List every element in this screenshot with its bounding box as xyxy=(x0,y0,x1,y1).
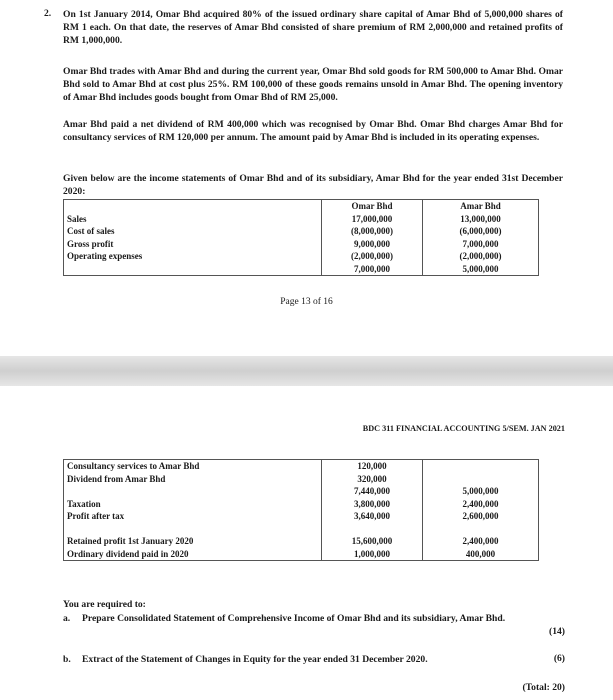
table-header-row xyxy=(64,200,539,213)
omar-value: 3,800,000 xyxy=(322,498,423,511)
question-number: 2. xyxy=(44,8,52,19)
omar-value: 17,000,000 xyxy=(322,213,423,226)
amar-value: 2,400,000 xyxy=(423,498,539,511)
table-row xyxy=(64,510,539,523)
omar-value: (2,000,000) xyxy=(322,250,423,263)
requirement-a-letter: a. xyxy=(63,613,71,624)
income-statement-table-part2 xyxy=(63,459,539,561)
table-row xyxy=(64,460,539,473)
amar-value: 13,000,000 xyxy=(423,213,539,226)
paragraph-dividend-consultancy: Amar Bhd paid a net dividend of RM 400,000 which was recognised by Omar Bhd. Omar Bhd charges Amar Bhd for consultancy services of RM 120,000 per annum. The amount paid by Amar Bhd is included in its operating expenses. xyxy=(63,119,563,143)
amar-value xyxy=(423,460,539,473)
requirement-b-marks: (6) xyxy=(553,653,565,664)
amar-value: 5,000,000 xyxy=(423,263,539,276)
table-row xyxy=(64,263,539,276)
requirement-b-letter: b. xyxy=(63,654,71,665)
omar-value: 120,000 xyxy=(322,460,423,473)
row-label: Consultancy services to Amar Bhd xyxy=(64,460,322,473)
amar-value: 2,400,000 xyxy=(423,535,539,548)
row-label: Ordinary dividend paid in 2020 xyxy=(64,548,322,561)
row-label xyxy=(64,263,322,276)
amar-value: (6,000,000) xyxy=(423,225,539,238)
row-label xyxy=(64,523,322,536)
row-label: Gross profit xyxy=(64,238,322,251)
amar-value: (2,000,000) xyxy=(423,250,539,263)
row-label: Retained profit 1st January 2020 xyxy=(64,535,322,548)
omar-value: 320,000 xyxy=(322,473,423,486)
row-label: Profit after tax xyxy=(64,510,322,523)
omar-value: 7,000,000 xyxy=(322,263,423,276)
omar-value: (8,000,000) xyxy=(322,225,423,238)
omar-value: 3,640,000 xyxy=(322,510,423,523)
table-row xyxy=(64,535,539,548)
paragraph-intragroup-trade: Omar Bhd trades with Amar Bhd and during the current year, Omar Bhd sold goods for RM 500,000 to Amar Bhd. Omar Bhd sold to Amar Bhd at cost plus 25%. RM 100,000 of these goods remains unsold in Amar Bhd. The opening inventory of Amar Bhd includes goods bought from Omar Bhd of RM 25,000. xyxy=(63,66,563,103)
column-header-amar: Amar Bhd xyxy=(423,200,539,213)
table-row xyxy=(64,548,539,561)
row-label: Taxation xyxy=(64,498,322,511)
amar-value: 2,600,000 xyxy=(423,510,539,523)
page-14 xyxy=(0,386,613,700)
row-label: Cost of sales xyxy=(64,225,322,238)
amar-value xyxy=(423,473,539,486)
income-statement-table-part1 xyxy=(63,199,539,276)
table-row xyxy=(64,523,539,536)
table-row xyxy=(64,213,539,226)
requirement-a-text: Prepare Consolidated Statement of Comprehensive Income of Omar Bhd and its subsidiary, Amar Bhd. xyxy=(82,613,506,624)
amar-value: 7,000,000 xyxy=(423,238,539,251)
table-row xyxy=(64,250,539,263)
paragraph-given-below: Given below are the income statements of Omar Bhd and of its subsidiary, Amar Bhd for the year ended 31st December 2020: xyxy=(63,173,563,197)
row-label: Operating expenses xyxy=(64,250,322,263)
page-footer: Page 13 of 16 xyxy=(280,297,333,307)
column-header-omar: Omar Bhd xyxy=(322,200,423,213)
omar-value: 7,440,000 xyxy=(322,485,423,498)
amar-value xyxy=(423,523,539,536)
omar-value: 15,600,000 xyxy=(322,535,423,548)
requirement-b-text: Extract of the Statement of Changes in Equity for the year ended 31 December 2020. xyxy=(82,654,428,665)
total-marks: (Total: 20) xyxy=(522,682,565,693)
page-separator xyxy=(0,356,613,386)
amar-value: 400,000 xyxy=(423,548,539,561)
table-row xyxy=(64,225,539,238)
row-label xyxy=(64,485,322,498)
table-cell xyxy=(64,200,322,213)
omar-value: 1,000,000 xyxy=(322,548,423,561)
table-row xyxy=(64,485,539,498)
omar-value: 9,000,000 xyxy=(322,238,423,251)
table-row xyxy=(64,238,539,251)
table-row xyxy=(64,498,539,511)
row-label: Sales xyxy=(64,213,322,226)
running-header: BDC 311 FINANCIAL ACCOUNTING 5/SEM. JAN 2021 xyxy=(362,424,565,433)
table-row xyxy=(64,473,539,486)
requirements-intro: You are required to: xyxy=(63,599,146,610)
omar-value xyxy=(322,523,423,536)
requirement-a-marks: (14) xyxy=(549,626,565,637)
amar-value: 5,000,000 xyxy=(423,485,539,498)
row-label: Dividend from Amar Bhd xyxy=(64,473,322,486)
paragraph-acquisition: On 1st January 2014, Omar Bhd acquired 80% of the issued ordinary share capital of Amar Bhd of 5,000,000 shares of RM 1 each. On that date, the reserves of Amar Bhd consisted of share premium of RM 2,000,000 and retained profits of RM 1,000,000. xyxy=(63,9,563,46)
